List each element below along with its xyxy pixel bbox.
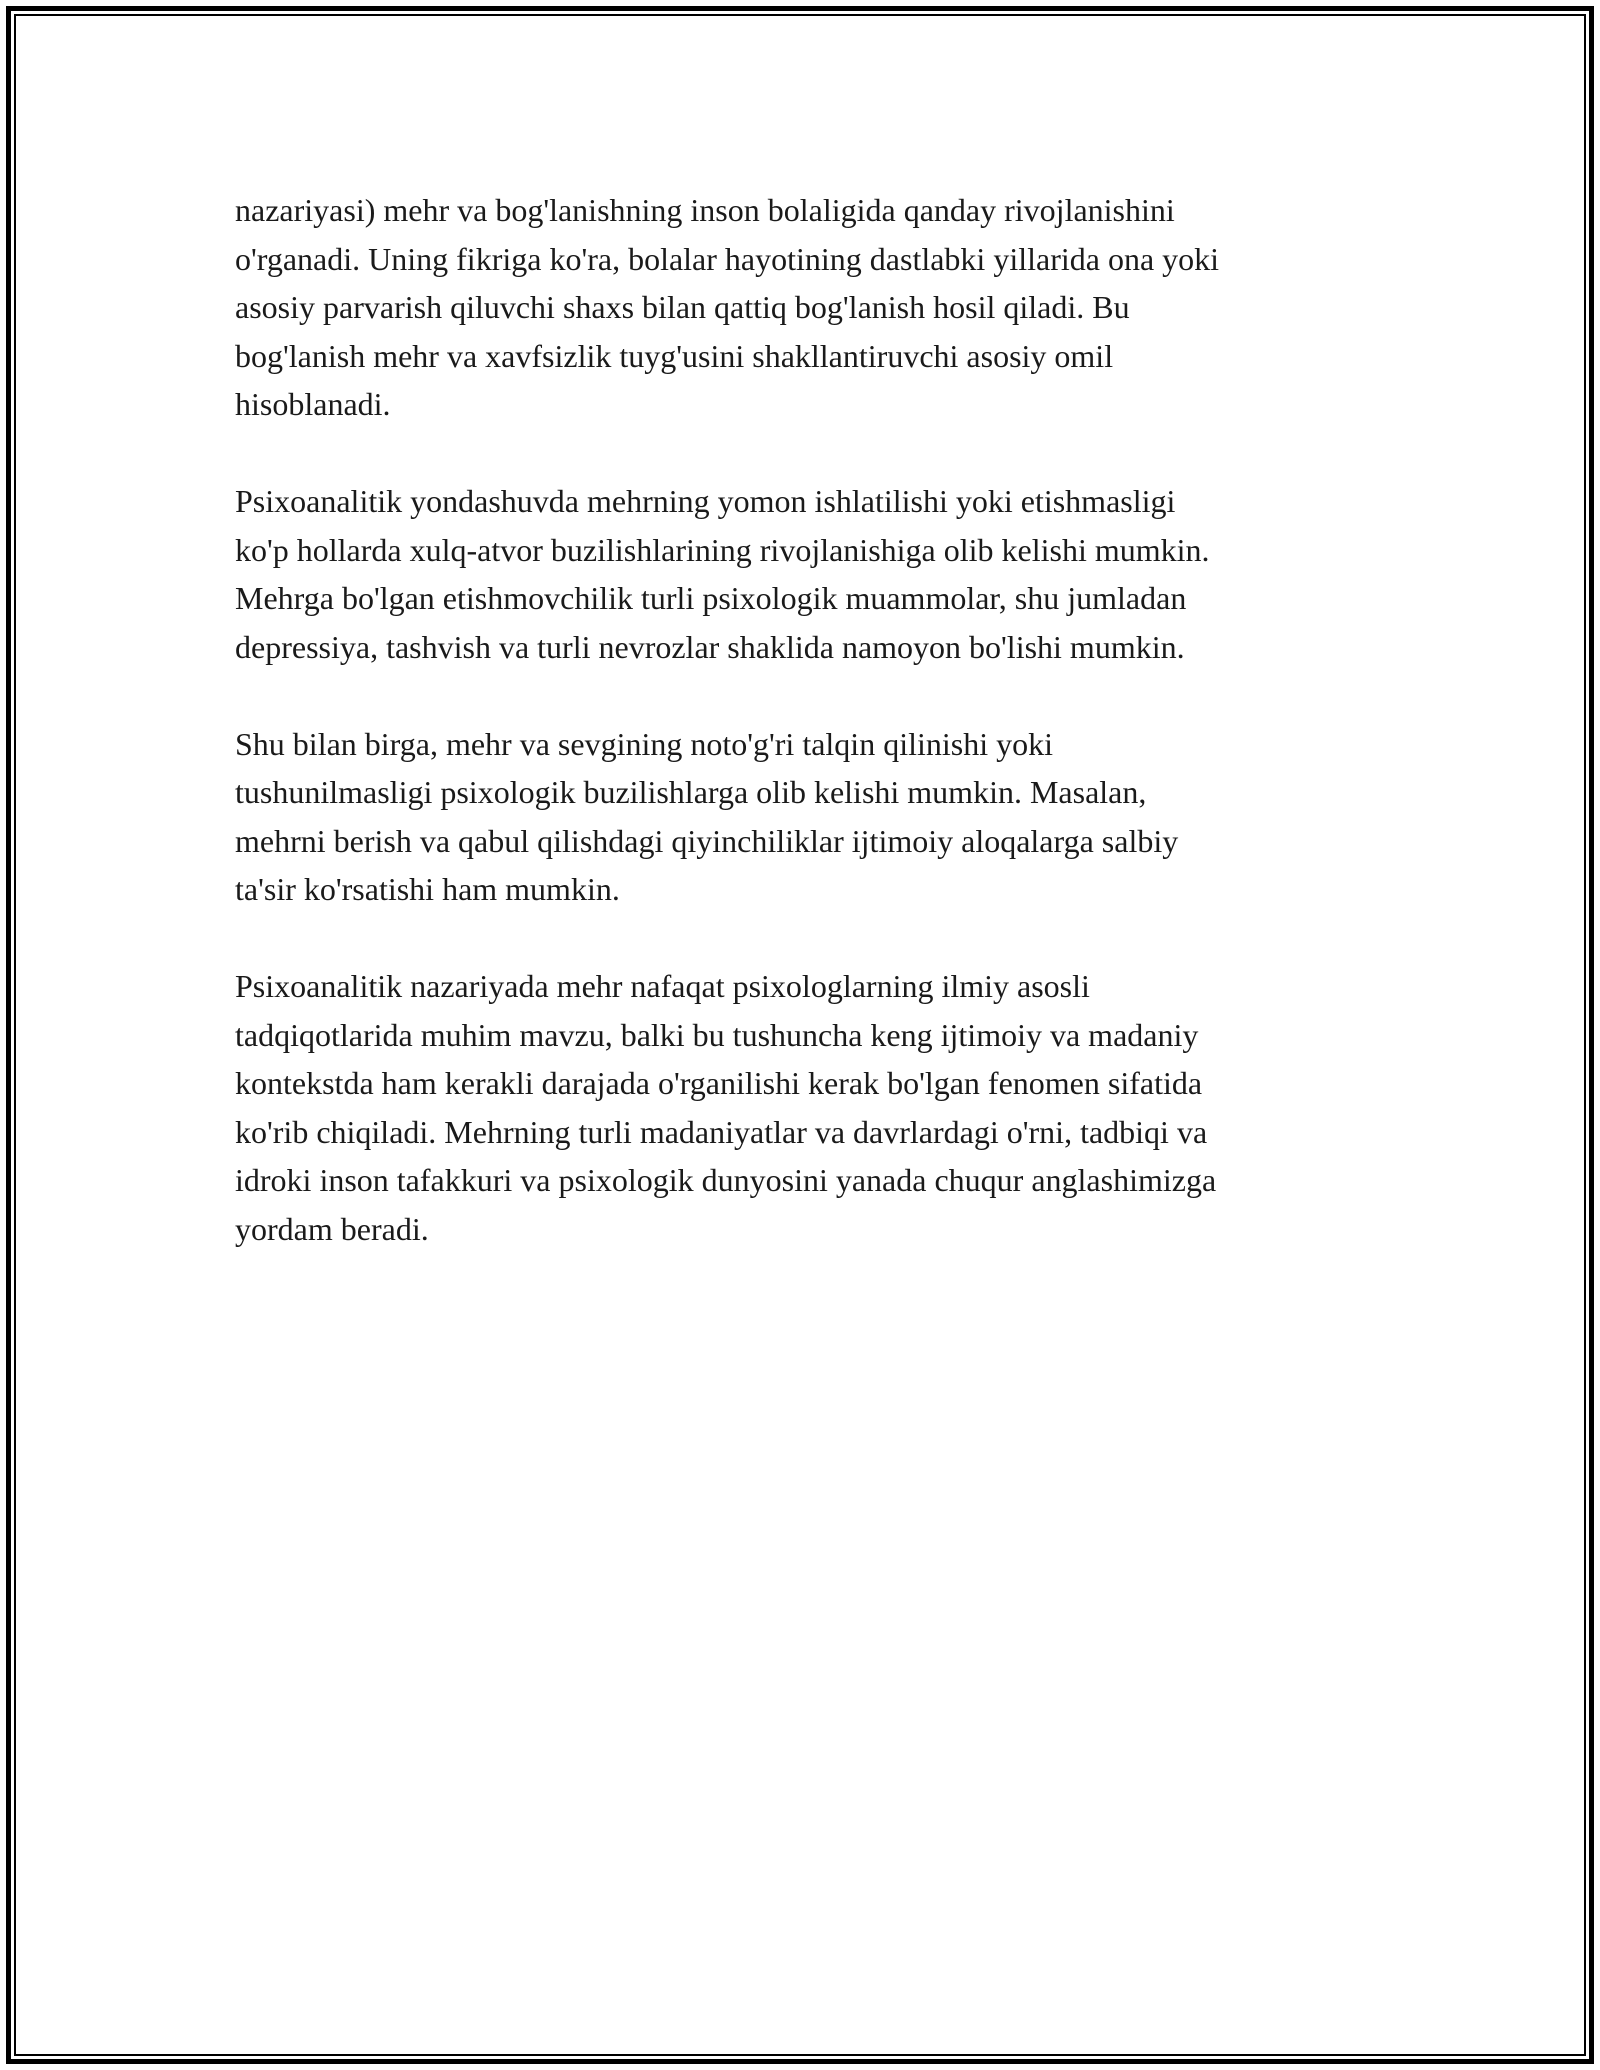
paragraph: Shu bilan birga, mehr va sevgining noto'g'ri talqin qilinishi yoki tushunilmasligi psixologik buzilishlarga olib kelishi mumkin. Masalan, mehrni berish va qabul qilishdagi qiyinchiliklar ijtimoiy aloqalarga salbiy ta'sir ko'rsatishi ham mumkin. <box>235 725 1179 907</box>
paragraph: Psixoanalitik nazariyada mehr nafaqat psixologlarning ilmiy asosli tadqiqotlarida muhim mavzu, balki bu tushuncha keng ijtimoiy va madaniy kontekstda ham kerakli darajada o'rganilishi kerak bo'lgan fenomen sifatida ko'rib chiqiladi. Mehrning turli madaniyatlar va davrlardagi o'rni, tadbiqi va idroki inson tafakkuri va psixologik dunyosini yanada chuqur anglashimizga yordam beradi. <box>235 968 1217 1247</box>
paragraph: Psixoanalitik yondashuvda mehrning yomon ishlatilishi yoki etishmasligi ko'p hollarda xulq-atvor buzilishlarining rivojlanishiga olib kelishi mumkin. Mehrga bo'lgan etishmovchilik turli psixologik muammolar, shu jumladan depressiya, tashvish va turli nevrozlar shaklida namoyon bo'lishi mumkin. <box>235 483 1210 665</box>
document-body <box>235 186 1375 1302</box>
paragraph: nazariyasi) mehr va bog'lanishning inson bolaligida qanday rivojlanishini o'rganadi. Uning fikriga ko'ra, bolalar hayotining dastlabki yillarida ona yoki asosiy parvarish qiluvchi shaxs bilan qattiq bog'lanish hosil qiladi. Bu bog'lanish mehr va xavfsizlik tuyg'usini shakllantiruvchi asosiy omil hisoblanadi. <box>235 192 1220 422</box>
